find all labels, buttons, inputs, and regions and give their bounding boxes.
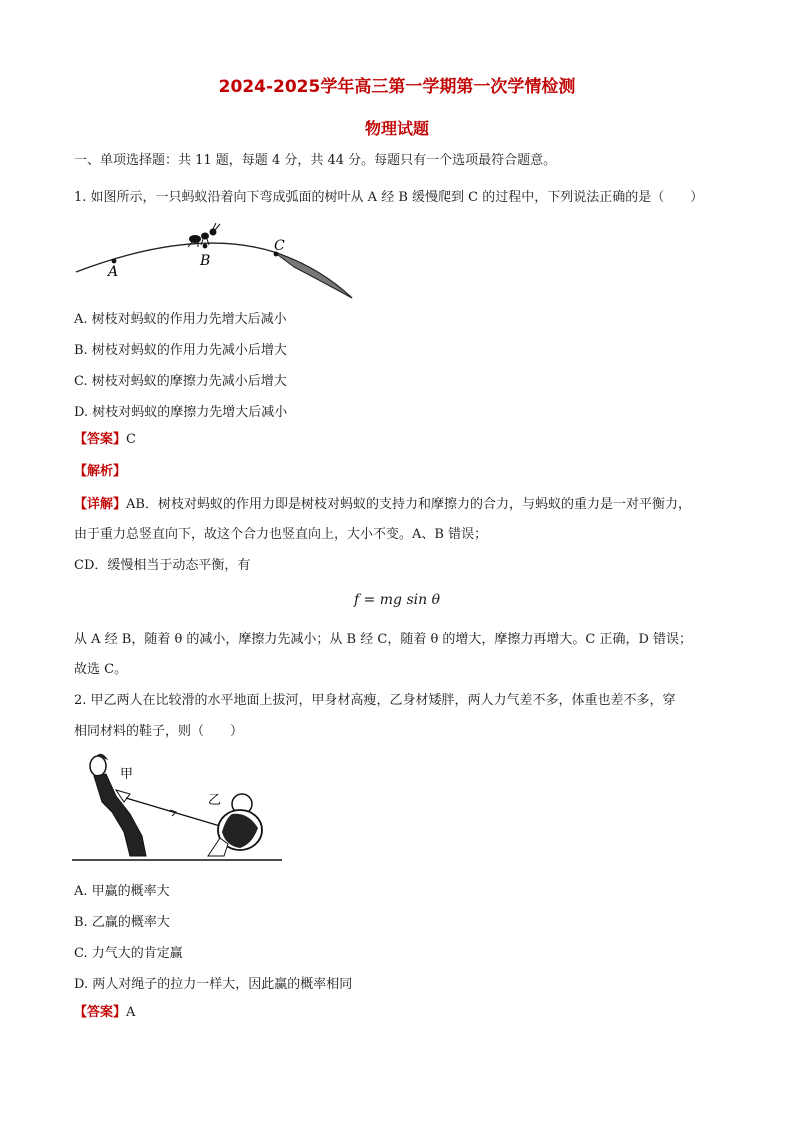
q1-option-b: B. 树枝对蚂蚁的作用力先减小后增大 [74, 343, 287, 358]
section-heading: 一、单项选择题：共 11 题，每题 4 分，共 44 分。每题只有一个选项最符合题意。 [74, 153, 557, 168]
q1-analysis-tag [74, 463, 126, 481]
q1-answer-line [74, 431, 136, 449]
leaf-shaded-underside [274, 252, 352, 298]
answer-tag: 【答案】 [74, 432, 127, 447]
document-subtitle: 物理试题 [364, 119, 429, 138]
q1-option-d: D. 树枝对蚂蚁的摩擦力先增大后减小 [74, 405, 288, 420]
q2-option-b: B. 乙赢的概率大 [74, 915, 170, 930]
q1-option-a: A. 树枝对蚂蚁的作用力先增大后减小 [74, 312, 287, 327]
q2-option-d: D. 两人对绳子的拉力一样大，因此赢的概率相同 [74, 977, 353, 992]
q1-formula: f = mg sin θ [353, 592, 441, 608]
q2-stem-line2: 相同材料的鞋子，则（ ） [74, 724, 244, 739]
q2-stem-line1: 2. 甲乙两人在比较滑的水平地面上拔河，甲身材高瘦，乙身材矮胖，两人力气差不多，体重也差不多，穿 [74, 693, 676, 708]
document-title: 2024-2025学年高三第一学期第一次学情检测 [218, 77, 576, 97]
q1-detail-line3: CD．缓慢相当于动态平衡，有 [74, 558, 251, 573]
label-c: C [274, 238, 285, 254]
detail-text-1: AB．树枝对蚂蚁的作用力即是树枝对蚂蚁的支持力和摩擦力的合力，与蚂蚁的重力是一对平衡力， [126, 497, 691, 512]
label-yi: 乙 [208, 793, 222, 808]
q2-option-a: A. 甲赢的概率大 [74, 884, 170, 899]
person-jia-icon [90, 754, 146, 856]
label-a: A [108, 264, 119, 280]
detail-tag: 【详解】 [74, 497, 127, 512]
q1-detail-line1 [74, 496, 691, 514]
q2-tug-of-war-figure [72, 752, 286, 864]
label-b: B [200, 253, 211, 269]
analysis-tag: 【解析】 [74, 464, 127, 479]
q2-answer: A [126, 1005, 136, 1020]
q1-leaf-figure [74, 222, 364, 304]
q1-stem: 1. 如图所示，一只蚂蚁沿着向下弯成弧面的树叶从 A 经 B 缓慢爬到 C 的过程中，下列说法正确的是（ ） [74, 190, 704, 205]
q1-answer: C [126, 432, 136, 447]
q1-detail-line2: 由于重力总竖直向下，故这个合力也竖直向上，大小不变。A、B 错误； [74, 527, 488, 542]
point-b-dot [203, 244, 208, 249]
label-jia: 甲 [120, 767, 134, 782]
q1-detail-line4: 从 A 经 B，随着 θ 的减小，摩擦力先减小；从 B 经 C，随着 θ 的增大，摩擦力再增大。C 正确，D 错误； [74, 632, 693, 647]
rope [126, 798, 220, 826]
q2-answer-line [74, 1004, 135, 1022]
point-a-dot [112, 259, 117, 264]
q1-option-c: C. 树枝对蚂蚁的摩擦力先减小后增大 [74, 374, 287, 389]
answer-tag: 【答案】 [74, 1005, 127, 1020]
q2-option-c: C. 力气大的肯定赢 [74, 946, 183, 961]
q1-detail-line5: 故选 C。 [74, 662, 128, 677]
